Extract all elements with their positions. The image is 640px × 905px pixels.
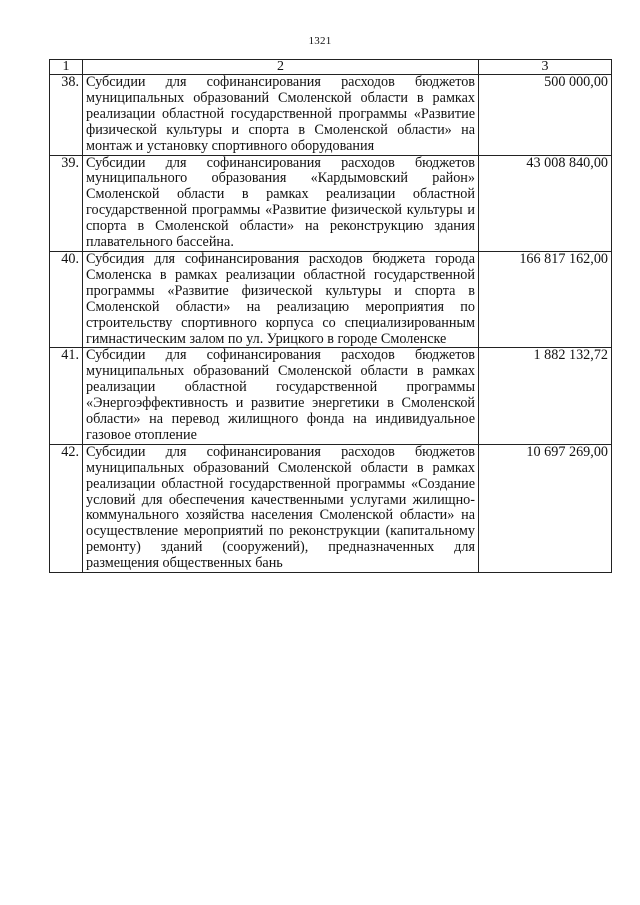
row-number: 38. <box>50 75 83 156</box>
table-row <box>50 348 612 444</box>
table-row <box>50 251 612 347</box>
row-amount: 500 000,00 <box>479 75 612 156</box>
row-amount: 166 817 162,00 <box>479 251 612 347</box>
table-row <box>50 444 612 572</box>
table-header-row <box>50 60 612 75</box>
column-header-2: 2 <box>83 60 479 75</box>
row-amount: 43 008 840,00 <box>479 155 612 251</box>
row-description: Субсидии для софинансирования расходов бюджетов муниципальных образований Смоленской области в рамках реализации областной государственной программы «Создание условий для обеспечения качественными услугами жилищно-коммунального хозяйства населения Смоленской области» на осуществление мероприятий по реконструкции (капитальному ремонту) зданий (сооружений), предназначенных для размещения общественных бань <box>83 444 479 572</box>
table-row <box>50 155 612 251</box>
table-row <box>50 75 612 156</box>
row-number: 42. <box>50 444 83 572</box>
row-amount: 1 882 132,72 <box>479 348 612 444</box>
column-header-3: 3 <box>479 60 612 75</box>
row-amount: 10 697 269,00 <box>479 444 612 572</box>
column-header-1: 1 <box>50 60 83 75</box>
subsidy-table <box>49 59 612 573</box>
row-description: Субсидии для софинансирования расходов бюджетов муниципальных образований Смоленской области в рамках реализации областной государственной программы «Развитие физической культуры и спорта в Смоленской области» на монтаж и установку спортивного оборудования <box>83 75 479 156</box>
row-description: Субсидия для софинансирования расходов бюджета города Смоленска в рамках реализации областной государственной программы «Развитие физической культуры и спорта в Смоленской области» на реализацию мероприятия по строительству спортивного корпуса со специализированным гимнастическим залом по ул. Урицкого в городе Смоленске <box>83 251 479 347</box>
row-description: Субсидии для софинансирования расходов бюджетов муниципального образования «Кардымовский район» Смоленской области в рамках реализации областной государственной программы «Развитие физической культуры и спорта в Смоленской области» на реконструкцию здания плавательного бассейна. <box>83 155 479 251</box>
row-number: 41. <box>50 348 83 444</box>
row-description: Субсидии для софинансирования расходов бюджетов муниципальных образований Смоленской области в рамках реализации областной государственной программы «Энергоэффективность и развитие энергетики в Смоленской области» на перевод жилищного фонда на индивидуальное газовое отопление <box>83 348 479 444</box>
row-number: 40. <box>50 251 83 347</box>
page-number: 1321 <box>308 35 332 47</box>
row-number: 39. <box>50 155 83 251</box>
